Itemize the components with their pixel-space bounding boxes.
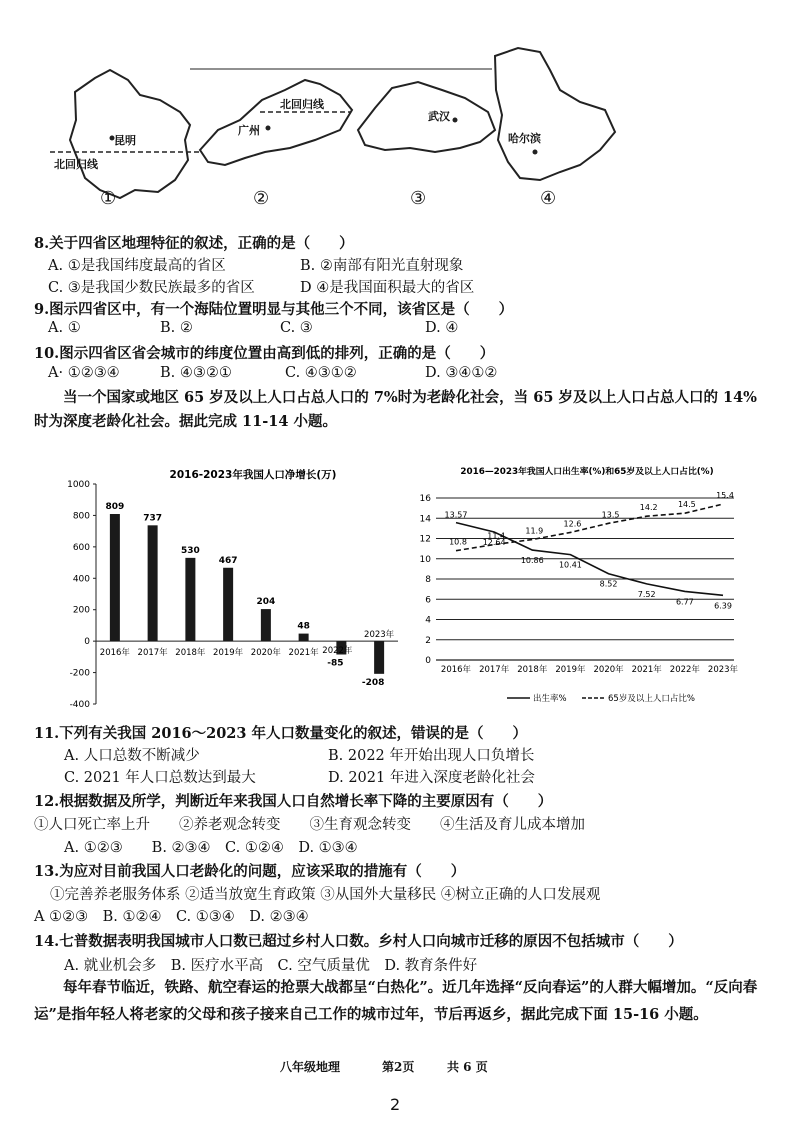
- province-4-outline: [495, 48, 615, 180]
- q13-items: ①完善养老服务体系 ②适当放宽生育政策 ③从国外大量移民 ④树立正确的人口发展观: [50, 887, 601, 903]
- q8-option-b: B. ②南部有阳光直射现象: [300, 258, 464, 274]
- province-map-svg: [40, 40, 620, 215]
- birthrate-aging-chart-svg: [412, 462, 757, 712]
- bar-y-tick-label-3: 400: [72, 574, 90, 585]
- bar-1: [148, 525, 158, 641]
- q11-option-a: A. 人口总数不断减少: [64, 748, 200, 764]
- line-category-label-3: 2019年: [555, 665, 586, 675]
- q14-options: A. 就业机会多 B. 医疗水平高 C. 空气质量优 D. 教育条件好: [64, 958, 478, 974]
- line-value-label-1-3: 12.6: [563, 519, 582, 529]
- q11-option-d: D. 2021 年进入深度老龄化社会: [328, 770, 535, 786]
- bar-value-label-7: -208: [361, 677, 385, 688]
- q8-option-a: A. ①是我国纬度最高的省区: [48, 258, 226, 274]
- bar-y-tick-label-1: 800: [72, 511, 90, 522]
- line-y-tick-label-6: 12: [419, 534, 431, 545]
- bar-chart-title: 2016-2023年我国人口净增长(万): [169, 469, 337, 481]
- question-14-stem: 14.七普数据表明我国城市人口数已超过乡村人口数。乡村人口向城市迁移的原因不包括城市（ ）: [34, 933, 683, 950]
- bar-value-label-1: 737: [143, 513, 163, 524]
- net-growth-chart: [58, 462, 408, 712]
- bar-category-label-6: 2022年: [322, 646, 353, 657]
- tropic-label-left: 北回归线: [54, 158, 98, 171]
- q9-option-b: B. ②: [160, 320, 193, 336]
- q10-option-d: D. ③④①②: [425, 365, 498, 381]
- legend-label-0: 出生率%: [533, 694, 567, 704]
- bar-y-tick-label-2: 600: [72, 542, 90, 553]
- line-value-label-1-2: 11.9: [525, 526, 544, 536]
- line-y-tick-label-4: 8: [425, 575, 431, 585]
- map-number-4: ④: [540, 188, 557, 209]
- q11-option-c: C. 2021 年人口总数达到最大: [64, 770, 256, 786]
- q9-option-a: A. ①: [48, 320, 81, 336]
- line-y-tick-label-1: 2: [425, 635, 431, 646]
- bar-y-tick-label-7: -400: [69, 700, 90, 710]
- bar-category-label-2: 2018年: [175, 648, 206, 659]
- bar-category-label-7: 2023年: [364, 630, 395, 641]
- net-growth-chart-svg: [58, 462, 408, 712]
- line-y-tick-label-8: 16: [419, 494, 431, 504]
- question-10-stem: 10.图示四省区省会城市的纬度位置由高到低的排列，正确的是（ ）: [34, 345, 495, 362]
- bar-category-label-0: 2016年: [99, 648, 130, 659]
- line-category-label-6: 2022年: [669, 665, 700, 675]
- wuhan-label: 武汉: [428, 110, 450, 123]
- q8-option-c: C. ③是我国少数民族最多的省区: [48, 280, 255, 296]
- line-value-label-0-0: 13.57: [444, 510, 468, 520]
- bar-value-label-3: 467: [218, 555, 238, 566]
- bar-y-tick-label-6: -200: [69, 668, 90, 679]
- question-12-stem: 12.根据数据及所学，判断近年来我国人口自然增长率下降的主要原因有（ ）: [34, 793, 553, 810]
- line-y-tick-label-5: 10: [419, 554, 431, 565]
- bar-y-tick-label-4: 200: [72, 605, 90, 616]
- intro-paragraph-spring-festival: 每年春节临近，铁路、航空春运的抢票大战都呈“白热化”。近几年选择“反向春运”的人群大幅增加。“反向春运”是指年轻人将老家的父母和孩子接来自己工作的城市过年，节后再返乡，据此完成下面 15-16 小题。: [34, 979, 758, 1023]
- q10-option-b: B. ④③②①: [160, 365, 232, 381]
- bar-5: [299, 634, 309, 642]
- line-category-label-4: 2020年: [593, 665, 624, 675]
- line-category-label-2: 2018年: [517, 665, 548, 675]
- bar-y-tick-label-0: 1000: [67, 480, 90, 490]
- footer-subject: 八年级地理: [280, 1060, 341, 1074]
- bar-value-label-0: 809: [105, 502, 125, 513]
- legend-label-1: 65岁及以上人口占比%: [608, 694, 695, 704]
- line-value-label-0-2: 10.86: [520, 556, 544, 566]
- q12-items: ①人口死亡率上升 ②养老观念转变 ③生育观念转变 ④生活及育儿成本增加: [34, 817, 585, 833]
- bar-3: [223, 568, 233, 641]
- q9-option-d: D. ④: [425, 320, 459, 336]
- line-category-label-1: 2017年: [479, 665, 510, 675]
- line-y-tick-label-7: 14: [419, 514, 431, 525]
- footer-total: 共 6 页: [447, 1060, 488, 1074]
- bar-4: [261, 609, 271, 641]
- q8-option-d: D ④是我国面积最大的省区: [300, 280, 475, 296]
- line-category-label-5: 2021年: [631, 665, 662, 675]
- line-value-label-0-7: 6.39: [714, 601, 732, 611]
- q13-options: A ①②③ B. ①②④ C. ①③④ D. ②③④: [34, 909, 309, 925]
- q12-options: A. ①②③ B. ②③④ C. ①②④ D. ①③④: [64, 840, 358, 856]
- question-13-stem: 13.为应对目前我国人口老龄化的问题，应该采取的措施有（ ）: [34, 863, 466, 880]
- question-8-stem: 8.关于四省区地理特征的叙述，正确的是（ ）: [34, 235, 354, 252]
- bar-category-label-4: 2020年: [250, 648, 281, 659]
- bar-category-label-3: 2019年: [213, 648, 244, 659]
- bar-category-label-1: 2017年: [137, 648, 168, 659]
- line-value-label-1-0: 10.8: [449, 537, 467, 547]
- line-value-label-0-6: 6.77: [675, 597, 694, 607]
- line-value-label-0-5: 7.52: [637, 589, 656, 599]
- line-chart-title: 2016—2023年我国人口出生率(%)和65岁及以上人口占比(%): [460, 467, 714, 477]
- line-value-label-1-6: 14.5: [677, 500, 696, 510]
- line-y-tick-label-2: 4: [425, 615, 431, 626]
- birthrate-aging-chart: [412, 462, 757, 712]
- bar-7: [374, 641, 384, 674]
- bar-value-label-6: -85: [327, 658, 344, 669]
- question-9-stem: 9.图示四省区中，有一个海陆位置明显与其他三个不同，该省区是（ ）: [34, 301, 514, 318]
- line-value-label-0-4: 8.52: [599, 579, 618, 589]
- question-11-stem: 11.下列有关我国 2016～2023 年人口数量变化的叙述，错误的是（ ）: [34, 725, 528, 742]
- bar-y-tick-label-5: 0: [84, 637, 90, 648]
- intro-paragraph-aging: 当一个国家或地区 65 岁及以上人口占总人口的 7%时为老龄化社会，当 65 岁及以上人口占总人口的 14%时为深度老龄化社会。据此完成 11-14 小题。: [34, 389, 757, 430]
- bar-0: [110, 514, 120, 641]
- map-number-2: ②: [253, 188, 270, 209]
- province-2-outline: [200, 80, 352, 165]
- q10-option-a: A· ①②③④: [48, 365, 120, 381]
- line-value-label-0-3: 10.41: [558, 560, 582, 570]
- line-category-label-0: 2016年: [440, 665, 472, 675]
- province-3-outline: [358, 82, 495, 152]
- map-number-1: ①: [100, 188, 117, 209]
- line-value-label-1-5: 14.2: [639, 503, 658, 513]
- q11-option-b: B. 2022 年开始出现人口负增长: [328, 748, 535, 764]
- kunming-label: 昆明: [114, 134, 136, 147]
- bar-value-label-2: 530: [180, 545, 200, 556]
- province-maps: [40, 40, 620, 215]
- line-value-label-1-7: 15.4: [716, 491, 734, 501]
- line-value-label-1-1: 11.4: [487, 531, 506, 541]
- map-number-3: ③: [410, 188, 427, 209]
- line-y-tick-label-3: 6: [425, 595, 431, 606]
- footer-page: 第2页: [382, 1060, 415, 1074]
- bar-value-label-5: 48: [297, 621, 310, 632]
- bar-category-label-5: 2021年: [288, 648, 319, 659]
- q9-option-c: C. ③: [280, 320, 313, 336]
- bar-value-label-4: 204: [256, 597, 276, 608]
- line-value-label-0-1: 12.64: [482, 538, 506, 548]
- line-category-label-7: 2023年: [707, 665, 739, 675]
- tropic-label-right: 北回归线: [280, 98, 324, 111]
- line-series-1: [456, 504, 723, 551]
- line-value-label-1-4: 13.5: [601, 510, 620, 520]
- bar-2: [185, 558, 195, 641]
- harbin-label: 哈尔滨: [508, 132, 541, 145]
- line-y-tick-label-0: 0: [425, 656, 431, 666]
- page-number: 2: [390, 1095, 401, 1114]
- guangzhou-label: 广州: [238, 124, 260, 137]
- q10-option-c: C. ④③①②: [285, 365, 357, 381]
